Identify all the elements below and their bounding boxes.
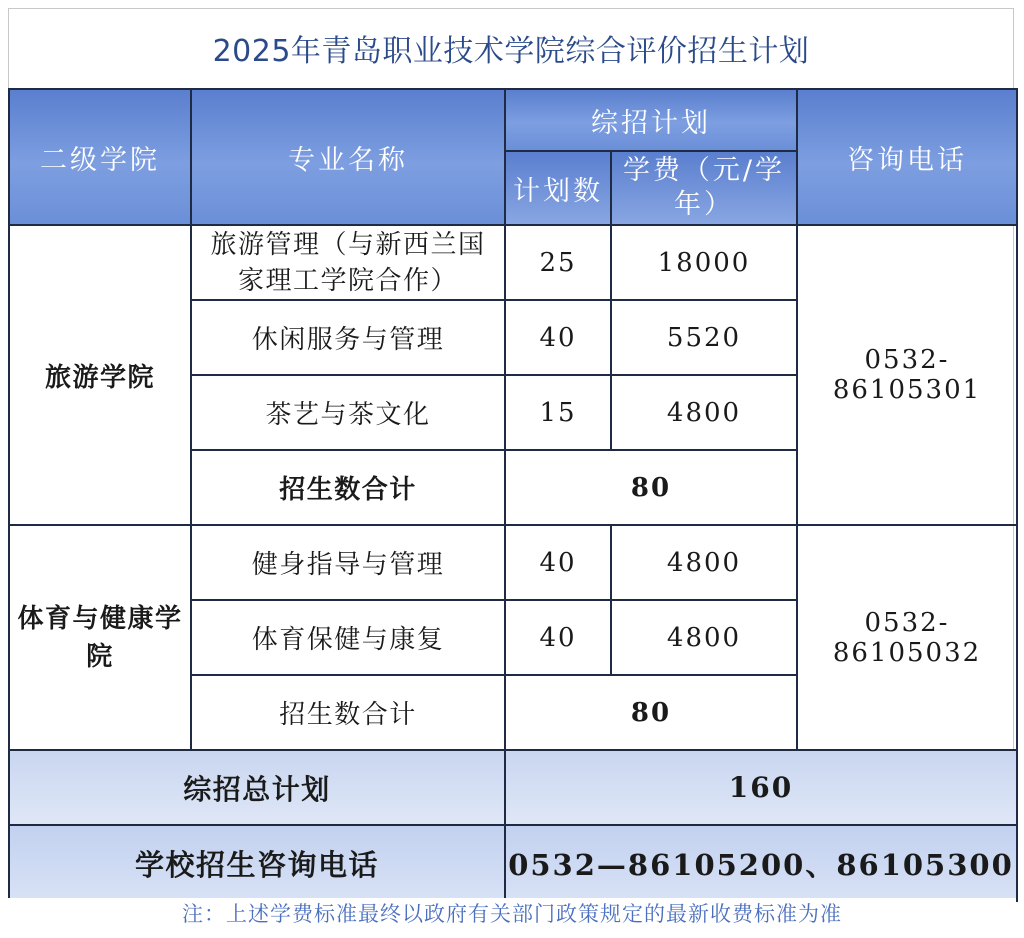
major-count: 25: [505, 225, 611, 300]
subtotal-value: 80: [505, 450, 797, 525]
major-count: 15: [505, 375, 611, 450]
major-count: 40: [505, 600, 611, 675]
college-name-tourism: 旅游学院: [9, 225, 191, 525]
major-tuition: 4800: [611, 600, 797, 675]
major-name: 休闲服务与管理: [191, 300, 505, 375]
enrollment-plan-table: [8, 88, 1018, 902]
header-plan-group: 综招计划: [505, 89, 797, 151]
major-tuition: 4800: [611, 375, 797, 450]
header-major: 专业名称: [191, 89, 505, 225]
major-tuition: 18000: [611, 225, 797, 300]
school-phone-value: 0532—86105200、86105300: [505, 825, 1017, 901]
major-name: 旅游管理（与新西兰国家理工学院合作）: [191, 225, 505, 300]
header-phone: 咨询电话: [797, 89, 1017, 225]
header-tuition: 学费（元/学年）: [611, 151, 797, 225]
college-name-sports: 体育与健康学院: [9, 525, 191, 750]
major-name: 健身指导与管理: [191, 525, 505, 600]
major-name: 体育保健与康复: [191, 600, 505, 675]
major-tuition: 4800: [611, 525, 797, 600]
major-name: 茶艺与茶文化: [191, 375, 505, 450]
major-count: 40: [505, 525, 611, 600]
school-phone-label: 学校招生咨询电话: [9, 825, 505, 901]
subtotal-label: 招生数合计: [191, 450, 505, 525]
college-phone-tourism: 0532-86105301: [797, 225, 1017, 525]
header-plan-count: 计划数: [505, 151, 611, 225]
page-title: 2025年青岛职业技术学院综合评价招生计划: [212, 34, 810, 69]
college-phone-sports: 0532-86105032: [797, 525, 1017, 750]
subtotal-value: 80: [505, 675, 797, 750]
total-value: 160: [505, 750, 1017, 825]
major-tuition: 5520: [611, 300, 797, 375]
major-count: 40: [505, 300, 611, 375]
subtotal-label: 招生数合计: [191, 675, 505, 750]
footnote: 注：上述学费标准最终以政府有关部门政策规定的最新收费标准为准: [8, 898, 1016, 934]
total-label: 综招总计划: [9, 750, 505, 825]
header-college: 二级学院: [9, 89, 191, 225]
